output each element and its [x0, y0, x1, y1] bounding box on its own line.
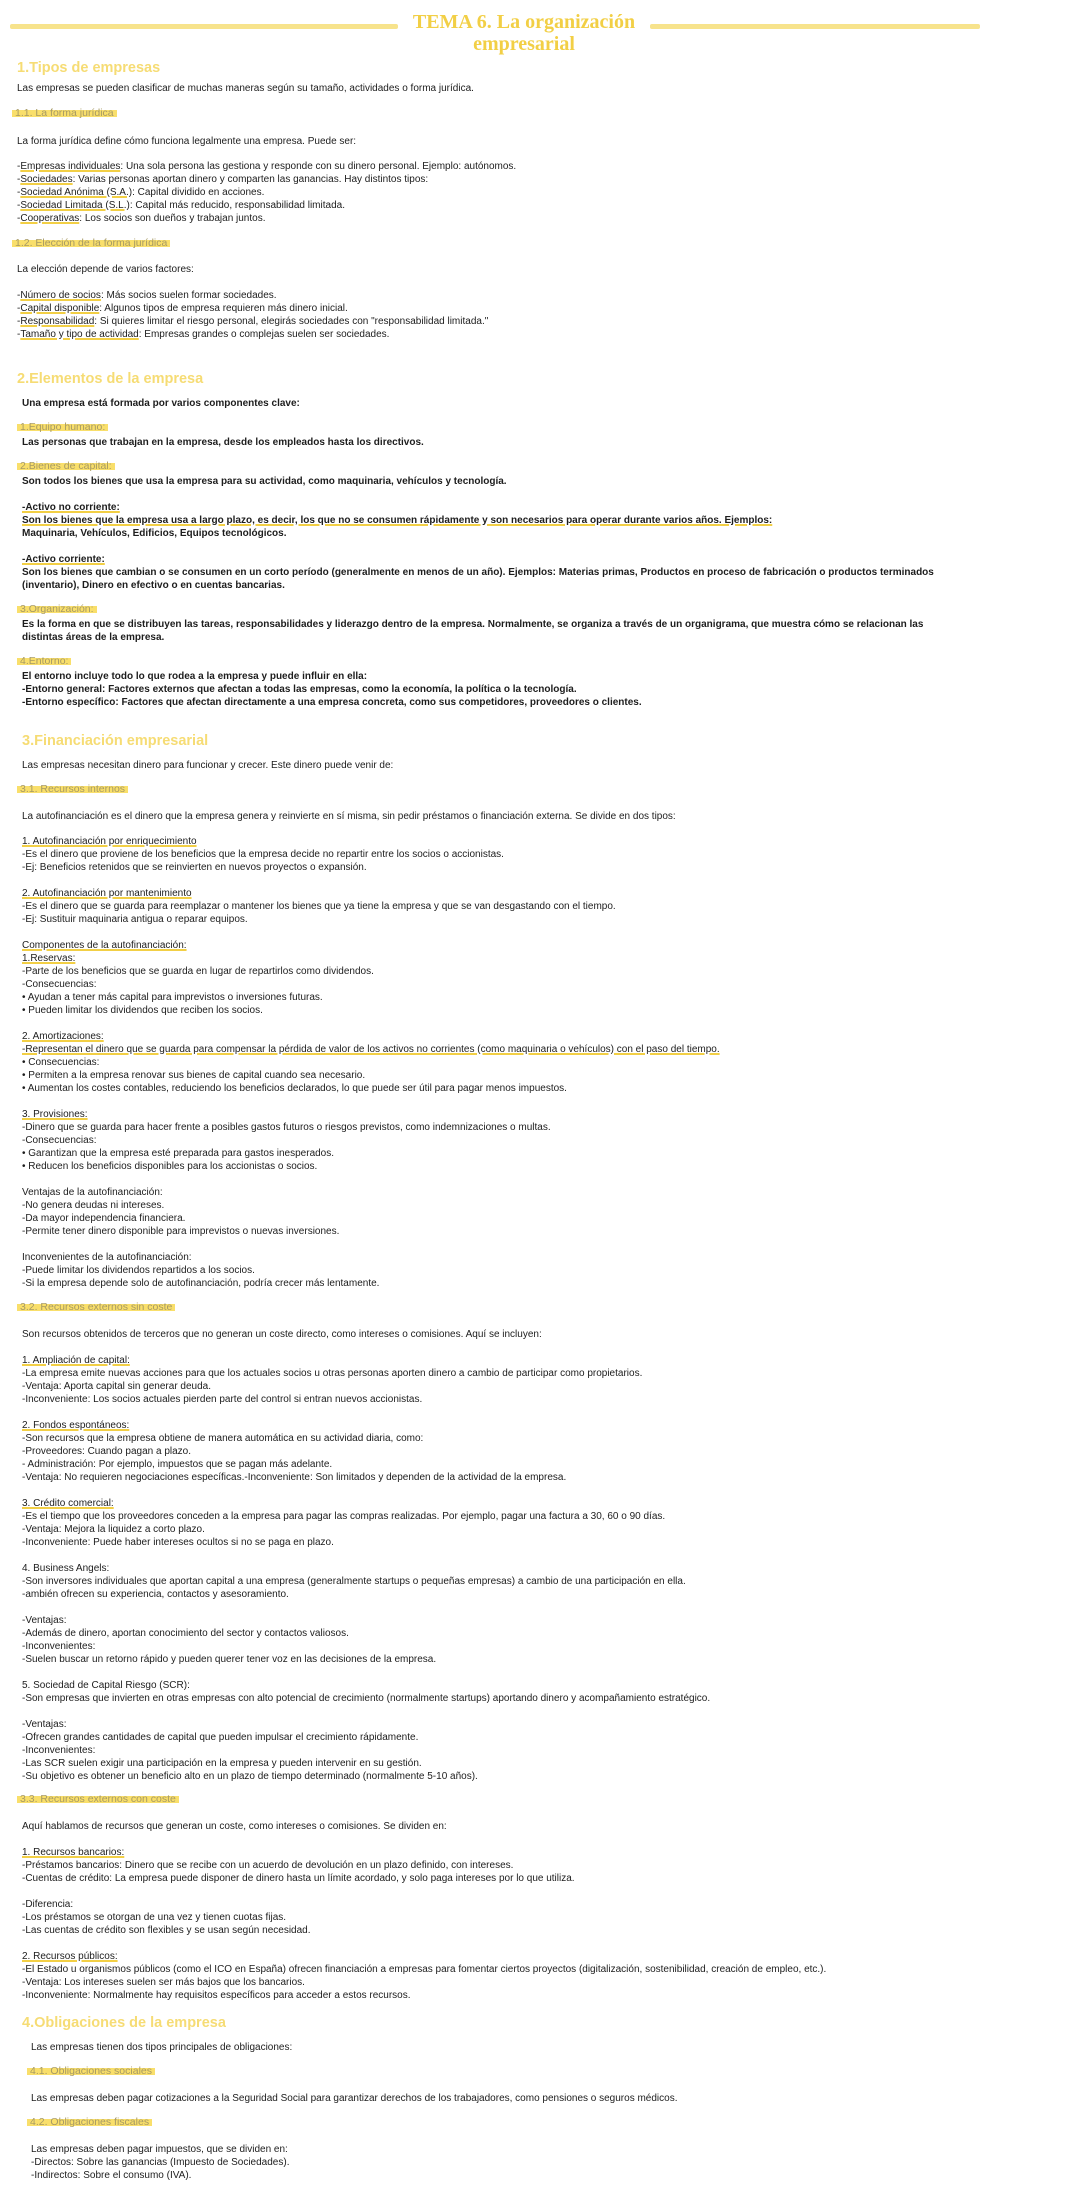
entorno-line: -Entorno general: Factores externos que afectan a todas las empresas, como la economía, la política o la tecnología. [22, 684, 577, 695]
ventajas-line: Ventajas de la autofinanciación: [22, 1187, 163, 1198]
credito-line: -Es el tiempo que los proveedores conceden a la empresa para pagar las compras realizadas. Por ejemplo, pagar una factura a 30, 60 o 90 días. [22, 1511, 666, 1522]
publicos-line: -El Estado u organismos públicos (como el ICO en España) ofrecen financiación a empresas para fomentar ciertos proyectos (digitalización, sostenibilidad, creación de empleo, etc.). [22, 1964, 827, 1975]
forma-juridica-definition: La forma jurídica define cómo funciona legalmente una empresa. Puede ser: [17, 136, 357, 147]
term: Empresas individuales [20, 161, 121, 172]
amortizaciones-line: -Representan el dinero que se guarda para compensar la pérdida de valor de los activos no corrientes (como maquinaria o vehículos) con el paso del tiempo. [22, 1044, 720, 1055]
inconvenientes-line: -Puede limitar los dividendos repartidos a los socios. [22, 1265, 255, 1276]
bienes-capital-text: Son todos los bienes que usa la empresa para su actividad, como maquinaria, vehículos y tecnología. [22, 476, 507, 487]
publicos-label: 2. Recursos públicos: [22, 1951, 118, 1962]
activo-corriente-text-1: Son los bienes que cambian o se consumen en un corto período (generalmente en menos de un año). Ejemplos: Materias primas, Productos en proceso de fabricación o productos terminados [22, 567, 934, 578]
ventajas-line: -No genera deudas ni intereses. [22, 1200, 165, 1211]
subsection-4-1-heading: 4.1. Obligaciones sociales [27, 2065, 155, 2077]
diferencia-line: -Los préstamos se otorgan de una vez y tienen cuotas fijas. [22, 1912, 287, 1923]
term: Sociedad Limitada (S.L.) [20, 200, 130, 211]
title-rule-right [650, 24, 980, 29]
section-2-heading: 2.Elementos de la empresa [17, 371, 204, 387]
list-item: -Tamaño y tipo de actividad: Empresas grandes o complejas suelen ser sociedades. [17, 329, 390, 340]
activo-corriente-label: -Activo corriente: [22, 554, 105, 565]
enriquecimiento-line: -Es el dinero que proviene de los beneficios que la empresa decide no repartir entre los socios o accionistas. [22, 849, 504, 860]
document-title [398, 11, 650, 55]
subsection-3-3-heading: 3.3. Recursos externos con coste [17, 1793, 179, 1805]
enriquecimiento-label: 1. Autofinanciación por enriquecimiento [22, 836, 197, 847]
title-line-2: empresarial [473, 33, 575, 55]
fondos-line: -Ventaja: No requieren negociaciones específicas.-Inconveniente: Son limitados y dependen de la actividad de la empresa. [22, 1472, 567, 1483]
angels-label: 4. Business Angels: [22, 1563, 110, 1574]
list-item: -Empresas individuales: Una sola persona las gestiona y responde con su dinero personal. Ejemplo: autónomos. [17, 161, 517, 172]
scr-line: -Son empresas que invierten en otras empresas con alto potencial de crecimiento (normalmente startups) aportando dinero y acompañamiento estratégico. [22, 1693, 711, 1704]
angels-line: -Inconvenientes: [22, 1641, 96, 1652]
fondos-line: - Administración: Por ejemplo, impuestos que se pagan más adelante. [22, 1459, 333, 1470]
amortizaciones-line: • Permiten a la empresa renovar sus bienes de capital cuando sea necesario. [22, 1070, 366, 1081]
reservas-line: • Pueden limitar los dividendos que reciben los socios. [22, 1005, 263, 1016]
scr-label: 5. Sociedad de Capital Riesgo (SCR): [22, 1680, 190, 1691]
credito-label: 3. Crédito comercial: [22, 1498, 114, 1509]
credito-line: -Ventaja: Mejora la liquidez a corto plazo. [22, 1524, 205, 1535]
list-item: -Responsabilidad: Si quieres limitar el riesgo personal, elegirás sociedades con "responsabilidad limitada." [17, 316, 489, 327]
section-2-intro: Una empresa está formada por varios componentes clave: [22, 398, 300, 409]
reservas-line: -Consecuencias: [22, 979, 97, 990]
term: Tamaño y tipo de actividad [20, 329, 139, 340]
ampliacion-line: -Ventaja: Aporta capital sin generar deuda. [22, 1381, 212, 1392]
credito-line: -Inconveniente: Puede haber intereses ocultos si no se paga en plazo. [22, 1537, 334, 1548]
ampliacion-label: 1. Ampliación de capital: [22, 1355, 130, 1366]
section-1-heading: 1.Tipos de empresas [17, 60, 161, 76]
entorno-line: El entorno incluye todo lo que rodea a la empresa y puede influir en ella: [22, 671, 368, 682]
activo-corriente-text-2: (inventario), Dinero en efectivo o en cuentas bancarias. [22, 580, 285, 591]
section-4-heading: 4.Obligaciones de la empresa [22, 2015, 226, 2031]
title-line-1: TEMA 6. La organización [412, 11, 636, 33]
scr-line: -Su objetivo es obtener un beneficio alto en un plazo de tiempo determinado (normalmente 5-10 años). [22, 1771, 478, 1782]
subsection-1-2-heading: 1.2. Elección de la forma jurídica [12, 237, 170, 249]
term: Cooperativas [20, 213, 80, 224]
list-item: -Sociedad Limitada (S.L.): Capital más reducido, responsabilidad limitada. [17, 200, 345, 211]
section-4-intro: Las empresas tienen dos tipos principales de obligaciones: [31, 2042, 293, 2053]
diferencia-line: -Las cuentas de crédito son flexibles y se usan según necesidad. [22, 1925, 311, 1936]
organizacion-text-2: distintas áreas de la empresa. [22, 632, 165, 643]
fondos-line: -Son recursos que la empresa obtiene de manera automática en su actividad diaria, como: [22, 1433, 424, 1444]
activo-no-corriente-label: -Activo no corriente: [22, 502, 120, 513]
ampliacion-line: -Inconveniente: Los socios actuales pierden parte del control si entran nuevos accionistas. [22, 1394, 423, 1405]
inconvenientes-line: Inconvenientes de la autofinanciación: [22, 1252, 192, 1263]
angels-line: -Son inversores individuales que aportan capital a una empresa (generalmente startups o pequeñas empresas) a cambio de una participación en ella. [22, 1576, 686, 1587]
term: Sociedad Anónima (S.A.) [20, 187, 133, 198]
diferencia-line: -Diferencia: [22, 1899, 74, 1910]
section-1-intro: Las empresas se pueden clasificar de muchas maneras según su tamaño, actividades o forma jurídica. [17, 83, 474, 94]
term: Capital disponible [20, 303, 100, 314]
entorno-line: -Entorno específico: Factores que afectan directamente a una empresa concreta, como sus competidores, proveedores o clientes. [22, 697, 642, 708]
equipo-humano-label: 1.Equipo humano: [17, 421, 108, 433]
subsection-3-2-heading: 3.2. Recursos externos sin coste [17, 1301, 175, 1313]
enriquecimiento-line: -Ej: Beneficios retenidos que se reinvierten en nuevos proyectos o expansión. [22, 862, 367, 873]
bienes-capital-label: 2.Bienes de capital: [17, 460, 115, 472]
sociales-text: Las empresas deben pagar cotizaciones a la Seguridad Social para garantizar derechos de los trabajadores, como pensiones o seguros médicos. [31, 2093, 678, 2104]
list-item: -Cooperativas: Los socios son dueños y trabajan juntos. [17, 213, 266, 224]
factors-intro: La elección depende de varios factores: [17, 264, 194, 275]
angels-line: -ambién ofrecen su experiencia, contactos y asesoramiento. [22, 1589, 289, 1600]
fondos-line: -Proveedores: Cuando pagan a plazo. [22, 1446, 192, 1457]
organizacion-text-1: Es la forma en que se distribuyen las tareas, responsabilidades y liderazgo dentro de la empresa. Normalmente, se organiza a través de un organigrama, que muestra cómo se relacionan las [22, 619, 924, 630]
provisiones-label: 3. Provisiones: [22, 1109, 88, 1120]
subsection-4-2-heading: 4.2. Obligaciones fiscales [27, 2116, 152, 2128]
term: Responsabilidad [20, 316, 95, 327]
ventajas-line: -Permite tener dinero disponible para imprevistos o nuevas inversiones. [22, 1226, 340, 1237]
externos-con-coste-intro: Aquí hablamos de recursos que generan un coste, como intereses o comisiones. Se dividen en: [22, 1821, 447, 1832]
fiscales-line: -Indirectos: Sobre el consumo (IVA). [31, 2170, 192, 2181]
ventajas-line: -Da mayor independencia financiera. [22, 1213, 186, 1224]
angels-line: -Suelen buscar un retorno rápido y pueden querer tener voz en las decisiones de la empresa. [22, 1654, 437, 1665]
amortizaciones-line: • Aumentan los costes contables, reduciendo los beneficios declarados, lo que puede ser útil para pagar menos impuestos. [22, 1083, 567, 1094]
bancarios-label: 1. Recursos bancarios: [22, 1847, 125, 1858]
provisiones-line: • Garantizan que la empresa esté preparada para gastos inesperados. [22, 1148, 335, 1159]
term: Número de socios [20, 290, 101, 301]
list-item: -Capital disponible: Algunos tipos de empresa requieren más dinero inicial. [17, 303, 348, 314]
list-item: -Número de socios: Más socios suelen formar sociedades. [17, 290, 277, 301]
publicos-line: -Ventaja: Los intereses suelen ser más bajos que los bancarios. [22, 1977, 305, 1988]
publicos-line: -Inconveniente: Normalmente hay requisitos específicos para acceder a estos recursos. [22, 1990, 411, 2001]
subsection-3-1-heading: 3.1. Recursos internos [17, 783, 128, 795]
amortizaciones-line: • Consecuencias: [22, 1057, 100, 1068]
reservas-line: -Parte de los beneficios que se guarda en lugar de repartirlos como dividendos. [22, 966, 374, 977]
scr-line: -Ventajas: [22, 1719, 67, 1730]
bancarios-line: -Préstamos bancarios: Dinero que se recibe con un acuerdo de devolución en un plazo definido, con intereses. [22, 1860, 514, 1871]
reservas-label: 1.Reservas: [22, 953, 76, 964]
section-3-intro: Las empresas necesitan dinero para funcionar y crecer. Este dinero puede venir de: [22, 760, 394, 771]
scr-line: -Inconvenientes: [22, 1745, 96, 1756]
list-item: -Sociedades: Varias personas aportan dinero y comparten las ganancias. Hay distintos tipos: [17, 174, 429, 185]
mantenimiento-line: -Ej: Sustituir maquinaria antigua o reparar equipos. [22, 914, 248, 925]
title-rule-left [10, 24, 398, 29]
section-3-heading: 3.Financiación empresarial [22, 733, 209, 749]
term: Sociedades [20, 174, 73, 185]
autofinanciacion-intro: La autofinanciación es el dinero que la empresa genera y reinvierte en sí misma, sin pedir préstamos o financiación externa. Se divide en dos tipos: [22, 811, 676, 822]
fiscales-line: -Directos: Sobre las ganancias (Impuesto de Sociedades). [31, 2157, 290, 2168]
scr-line: -Ofrecen grandes cantidades de capital que pueden impulsar el crecimiento rápidamente. [22, 1732, 419, 1743]
subsection-1-1-heading: 1.1. La forma jurídica [12, 107, 117, 119]
externos-sin-coste-intro: Son recursos obtenidos de terceros que no generan un coste directo, como intereses o comisiones. Aquí se incluyen: [22, 1329, 542, 1340]
provisiones-line: -Consecuencias: [22, 1135, 97, 1146]
bancarios-line: -Cuentas de crédito: La empresa puede disponer de dinero hasta un límite acordado, y solo paga intereses por lo que utiliza. [22, 1873, 575, 1884]
entorno-label: 4.Entorno: [17, 655, 71, 667]
angels-line: -Ventajas: [22, 1615, 67, 1626]
reservas-line: • Ayudan a tener más capital para imprevistos o inversiones futuras. [22, 992, 323, 1003]
fiscales-line: Las empresas deben pagar impuestos, que se dividen en: [31, 2144, 288, 2155]
activo-no-corriente-text-1: Son los bienes que la empresa usa a largo plazo, es decir, los que no se consumen rápidamente y son necesarios para operar durante varios años. Ejemplos: [22, 515, 773, 526]
provisiones-line: • Reducen los beneficios disponibles para los accionistas o socios. [22, 1161, 318, 1172]
fondos-label: 2. Fondos espontáneos: [22, 1420, 130, 1431]
list-item: -Sociedad Anónima (S.A.): Capital dividido en acciones. [17, 187, 265, 198]
ampliacion-line: -La empresa emite nuevas acciones para que los actuales socios u otras personas aporten dinero a cambio de participar como propietarios. [22, 1368, 643, 1379]
organizacion-label: 3.Organización: [17, 603, 97, 615]
activo-no-corriente-text-2: Maquinaria, Vehículos, Edificios, Equipos tecnológicos. [22, 528, 287, 539]
equipo-humano-text: Las personas que trabajan en la empresa, desde los empleados hasta los directivos. [22, 437, 424, 448]
angels-line: -Además de dinero, aportan conocimiento del sector y contactos valiosos. [22, 1628, 349, 1639]
amortizaciones-label: 2. Amortizaciones: [22, 1031, 104, 1042]
componentes-label: Componentes de la autofinanciación: [22, 940, 187, 951]
mantenimiento-line: -Es el dinero que se guarda para reemplazar o mantener los bienes que ya tiene la empresa y que se van desgastando con el tiempo. [22, 901, 616, 912]
provisiones-line: -Dinero que se guarda para hacer frente a posibles gastos futuros o riesgos previstos, como indemnizaciones o multas. [22, 1122, 551, 1133]
mantenimiento-label: 2. Autofinanciación por mantenimiento [22, 888, 192, 899]
scr-line: -Las SCR suelen exigir una participación en la empresa y pueden intervenir en su gestión. [22, 1758, 422, 1769]
inconvenientes-line: -Si la empresa depende solo de autofinanciación, podría crecer más lentamente. [22, 1278, 380, 1289]
